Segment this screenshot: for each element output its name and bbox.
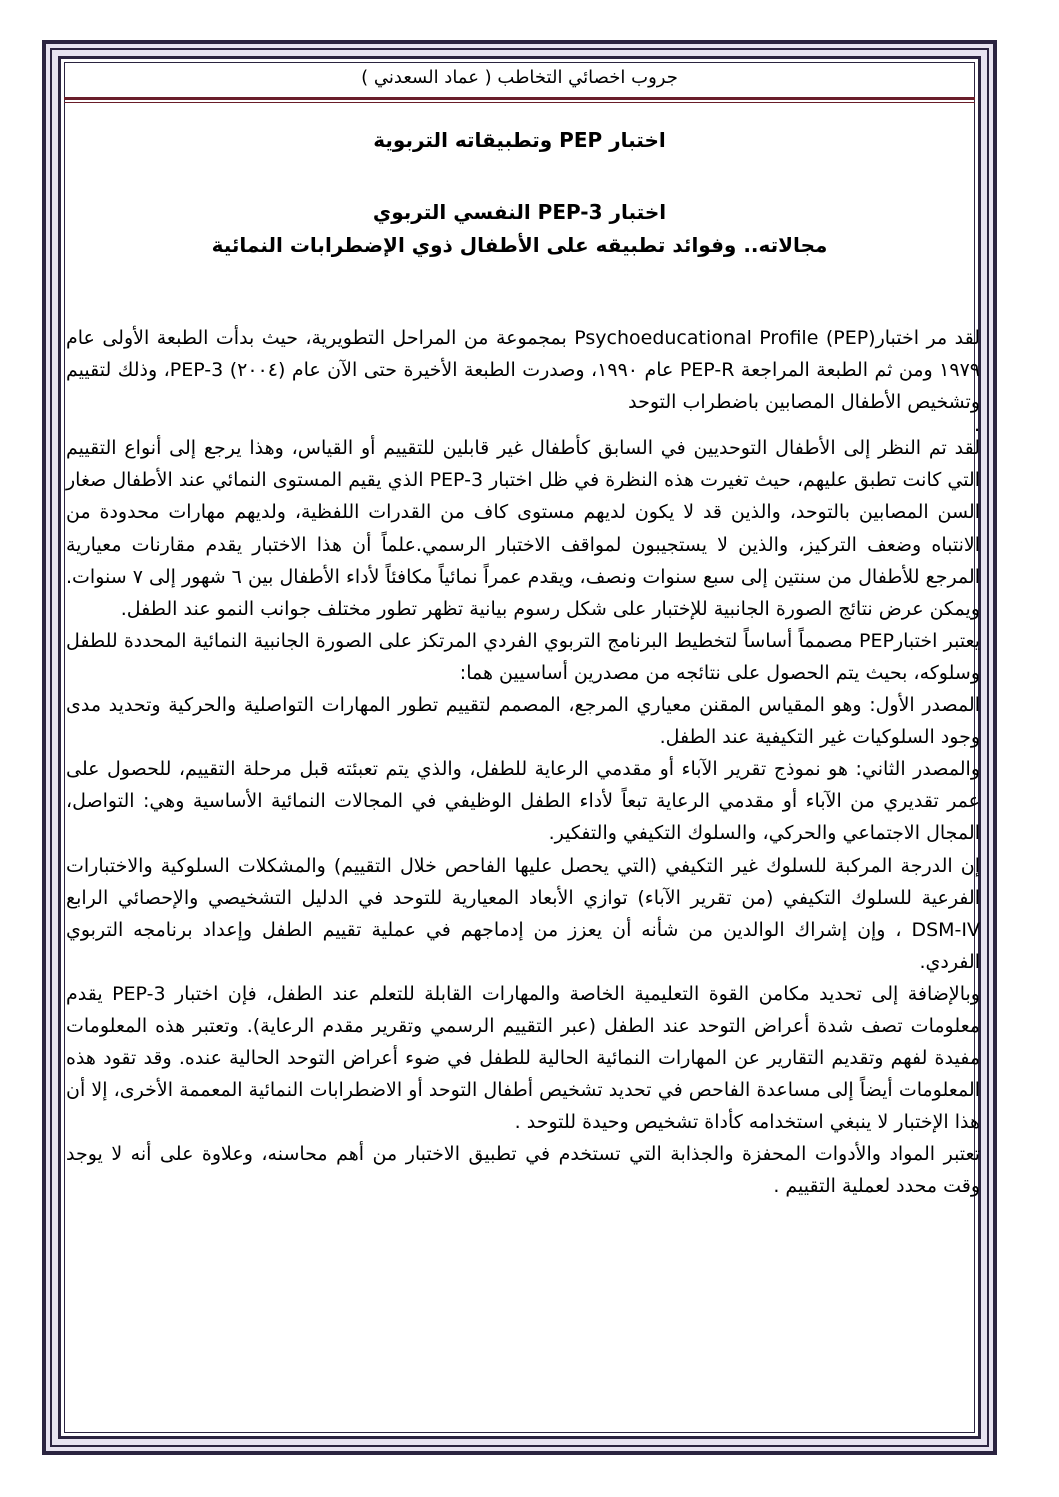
paragraph-dot: . (973, 414, 980, 437)
group-header: جروب اخصائي التخاطب ( عماد السعدني ) (361, 67, 678, 88)
document-title: اختبار PEP وتطبيقاته التربوية (373, 128, 666, 152)
header-divider-thin (64, 102, 975, 103)
paragraph-2: لقد تم النظر إلى الأطفال التوحديين في السابق كأطفال غير قابلين للتقييم أو القياس، وهذا يرجع إلى أنواع التقييم التي كانت تطبق عليهم، حيث تغيرت هذه النظرة في ظل اختبار PEP-3 الذي يقيم المستوى النمائي عند الأطفال صغار السن المصابين بالتوحد، والذين قد لا يكون لديهم مستوى كاف من القدرات اللفظية، ولديهم مهارات محدودة من الانتباه وضعف التركيز، والذين لا يستجيبون لمواقف الاختبار الرسمي.علماً أن هذا الاختبار يقدم مقارنات معيارية المرجع للأطفال من سنتين إلى سبع سنوات ونصف، ويقدم عمراً نمائياً مكافئاً لأداء الأطفال بين ٦ شهور إلى ٧ سنوات. ويمكن عرض نتائج الصورة الجانبية للإختبار على شكل رسوم بيانية تظهر تطور مختلف جوانب النمو عند الطفل. (66, 437, 980, 620)
subtitle-line-2: مجالاته.. وفوائد تطبيقه على الأطفال ذوي الإضطرابات النمائية (211, 233, 828, 257)
header-divider (64, 97, 975, 100)
paragraph-5: والمصدر الثاني: هو نموذج تقرير الآباء أو مقدمي الرعاية للطفل، والذي يتم تعبئته قبل مرحلة التقييم، للحصول على عمر تقديري من الآباء أو مقدمي الرعاية تبعاً لأداء الطفل الوظيفي في المجالات النمائية الأساسية وهي: التواصل، المجال الاجتماعي والحركي، والسلوك التكيفي والتفكير. (66, 758, 980, 845)
paragraph-8: تعتبر المواد والأدوات المحفزة والجذابة التي تستخدم في تطبيق الاختبار من أهم محاسنه، وعلاوة على أنه لا يوجد وقت محدد لعملية التقييم . (66, 1143, 980, 1198)
subtitle-line-1: اختبار PEP-3 النفسي التربوي (372, 200, 667, 224)
paragraph-3: يعتبر اختبارPEP مصمماً أساساً لتخطيط البرنامج التربوي الفردي المرتكز على الصورة الجانبية النمائية المحددة للطفل وسلوكه، بحيث يتم الحصول على نتائجه من مصدرين أساسيين هما: (66, 629, 981, 684)
paragraph-7: وبالإضافة إلى تحديد مكامن القوة التعليمية الخاصة والمهارات القابلة للتعلم عند الطفل، فإن اختبار PEP-3 يقدم معلومات تصف شدة أعراض التوحد عند الطفل (عبر التقييم الرسمي وتقرير مقدم الرعاية). وتعتبر هذه المعلومات مفيدة لفهم وتقديم التقارير عن المهارات النمائية الحالية للطفل في ضوء أعراض التوحد الحالية عنده. وقد تقود هذه المعلومات أيضاً إلى مساعدة الفاحص في تحديد تشخيص أطفال التوحد أو الاضطرابات النمائية المعممة الأخرى، إلا أن هذا الإختبار لا ينبغي استخدامه كأداة تشخيص وحيدة للتوحد . (66, 982, 980, 1134)
paragraph-6: إن الدرجة المركبة للسلوك غير التكيفي (التي يحصل عليها الفاحص خلال التقييم) والمشكلات السلوكية والاختبارات الفرعية للسلوك التكيفي (من تقرير الآباء) توازي الأبعاد المعيارية للتوحد في الدليل التشخيصي والإحصائي الرابع DSM-IV ، وإن إشراك الوالدين من شأنه أن يعزز من إدماجهم في عملية تقييم الطفل وإعداد برنامجه التربوي الفردي. (66, 854, 980, 973)
paragraph-4: المصدر الأول: وهو المقياس المقنن معياري المرجع، المصمم لتقييم تطور المهارات التواصلية والحركية وتحديد مدى وجود السلوكيات غير التكيفية عند الطفل. (66, 694, 980, 749)
paragraph-1: لقد مر اختبار(Psychoeducational Profile (PEP بمجموعة من المراحل التطويرية، حيث بدأت الطبعة الأولى عام ١٩٧٩ ومن ثم الطبعة المراجعة PEP-R عام ١٩٩٠، وصدرت الطبعة الأخيرة حتى الآن عام (٢٠٠٤) PEP-3، وذلك لتقييم وتشخيص الأطفال المصابين باضطراب التوحد (66, 327, 980, 414)
document-subtitle (64, 196, 975, 262)
article-body (66, 322, 980, 1203)
